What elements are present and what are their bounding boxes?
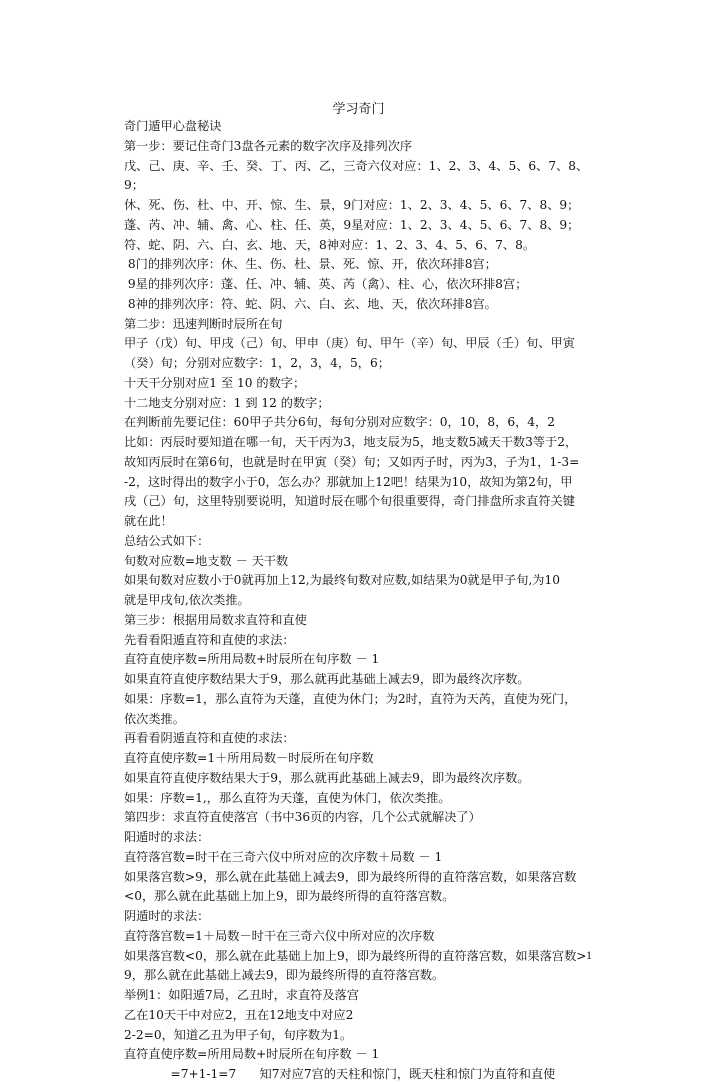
text-line: 如果：序数=1，那么直符为天蓬，直使为休门；为2时，直符为天芮，直使为死门， xyxy=(124,691,577,706)
text-line: -2，这时得出的数字小于0，怎么办？那就加上12吧！结果为10，故知为第2旬，甲 xyxy=(124,474,573,489)
text-line: 在判断前先要记住：60甲子共分6旬，每旬分别对应数字：0，10，8，6，4，2 xyxy=(124,415,555,430)
text-line: 依次类推。 xyxy=(124,711,185,726)
text-line: 8门的排列次序：休、生、伤、杜、景、死、惊、开，依次环排8宫； xyxy=(124,257,497,272)
text-line: 蓬、芮、冲、辅、禽、心、柱、任、英，9星对应：1、2、3、4、5、6、7、8、9； xyxy=(124,217,580,232)
text-line: 9； xyxy=(124,178,144,193)
text-line: 就是甲戌旬,依次类推。 xyxy=(124,593,250,607)
text-line: 直符落宫数=时干在三奇六仪中所对应的次序数＋局数 － 1 xyxy=(124,849,443,864)
document-body xyxy=(124,117,602,1085)
document-title: 学习奇门 xyxy=(332,102,385,117)
text-line: 十二地支分别对应：1 到 12 的数字； xyxy=(124,395,330,410)
text-line: 就在此！ xyxy=(124,514,173,528)
text-line: 第四步：求直符直使落宫（书中36页的内容，几个公式就解决了） xyxy=(124,810,481,825)
text-line: 第一步：要记住奇门3盘各元素的数字次序及排列次序 xyxy=(124,138,413,153)
text-line: <0，那么就在此基础上加上9，即为最终所得的直符落宫数。 xyxy=(124,889,455,904)
text-line: 如果落宫数<0，那么就在此基础上加上9，即为最终所得的直符落宫数，如果落宫数> xyxy=(124,948,587,963)
text-line: 9星的排列次序：蓬、任、冲、辅、英、芮（禽）、柱、心，依次环排8宫； xyxy=(124,277,528,291)
text-line: 甲子（戊）旬、甲戌（己）旬、甲申（庚）旬、甲午（辛）旬、甲辰（壬）旬、甲寅 xyxy=(124,336,575,351)
text-line: 第二步：迅速判断时辰所在旬 xyxy=(124,316,283,331)
text-line: 先看看阳遁直符和直使的求法： xyxy=(124,632,295,647)
text-line: 戊、己、庚、辛、壬、癸、丁、丙、乙，三奇六仪对应：1、2、3、4、5、6、7、8、 xyxy=(124,158,589,173)
text-line: 休、死、伤、杜、中、开、惊、生、景，9门对应：1、2、3、4、5、6、7、8、9； xyxy=(124,198,580,212)
text-line: 直符落宫数=1＋局数－时干在三奇六仪中所对应的次序数 xyxy=(124,928,435,943)
text-line: 第三步：根据用局数求直符和直使 xyxy=(124,612,307,627)
text-line: 十天干分别对应1 至 10 的数字； xyxy=(124,375,306,390)
text-line: 再看看阴遁直符和直使的求法： xyxy=(124,731,295,746)
text-line: 故知丙辰时在第6旬，也就是时在甲寅（癸）旬；又如丙子时，丙为3，子为1，1-3= xyxy=(124,454,580,469)
text-line: 阳遁时的求法： xyxy=(124,830,210,844)
text-line: 9，那么就在此基础上减去9，即为最终所得的直符落宫数。 xyxy=(124,968,445,983)
text-line: 乙在10天干中对应2，丑在12地支中对应2 xyxy=(124,1007,354,1022)
text-line: 阴遁时的求法： xyxy=(124,909,210,923)
page-number: 1 xyxy=(586,948,592,962)
text-line: （癸）旬；分别对应数字：1，2，3，4，5，6； xyxy=(124,356,390,370)
text-line: 如果直符直使序数结果大于9，那么就再此基础上减去9，即为最终次序数。 xyxy=(124,770,530,785)
text-line: 符、蛇、阴、六、白、玄、地、天，8神对应：1、2、3、4、5、6、7、8。 xyxy=(124,237,536,252)
text-line: 如果直符直使序数结果大于9，那么就再此基础上减去9，即为最终次序数。 xyxy=(124,672,530,686)
text-line: =7+1-1=7 知7对应7宫的天柱和惊门，既天柱和惊门为直符和直使 xyxy=(124,1067,556,1081)
text-line: 戌（己）旬，这里特别要说明，知道时辰在哪个旬很重要得，奇门排盘所求直符关键 xyxy=(124,494,575,509)
text-line: 总结公式如下： xyxy=(124,533,210,548)
text-line: 举例1：如阳遁7局，乙丑时，求直符及落宫 xyxy=(124,988,359,1002)
text-line: 如果：序数=1,，那么直符为天蓬，直使为休门，依次类推。 xyxy=(124,790,451,805)
text-line: 2-2=0，知道乙丑为甲子旬，旬序数为1。 xyxy=(124,1027,353,1042)
text-line: 直符直使序数=1＋所用局数－时辰所在旬序数 xyxy=(124,751,374,765)
text-line: 比如：丙辰时要知道在哪一旬，天干丙为3，地支辰为5，地支数5减天干数3等于2， xyxy=(124,435,578,449)
text-line: 直符直使序数=所用局数+时辰所在旬序数 － 1 xyxy=(124,652,380,667)
text-line: 如果旬数对应数小于0就再加上12,为最终旬数对应数,如结果为0就是甲子旬,为10 xyxy=(124,573,560,588)
text-line: 如果落宫数>9，那么就在此基础上减去9，即为最终所得的直符落宫数，如果落宫数 xyxy=(124,869,577,884)
text-line: 直符直使序数=所用局数+时辰所在旬序数 － 1 xyxy=(124,1047,380,1062)
text-line: 奇门遁甲心盘秘诀 xyxy=(124,119,222,133)
text-line: 旬数对应数=地支数 － 天干数 xyxy=(124,553,289,568)
text-line: 8神的排列次序：符、蛇、阴、六、白、玄、地、天，依次环排8宫。 xyxy=(124,296,497,311)
